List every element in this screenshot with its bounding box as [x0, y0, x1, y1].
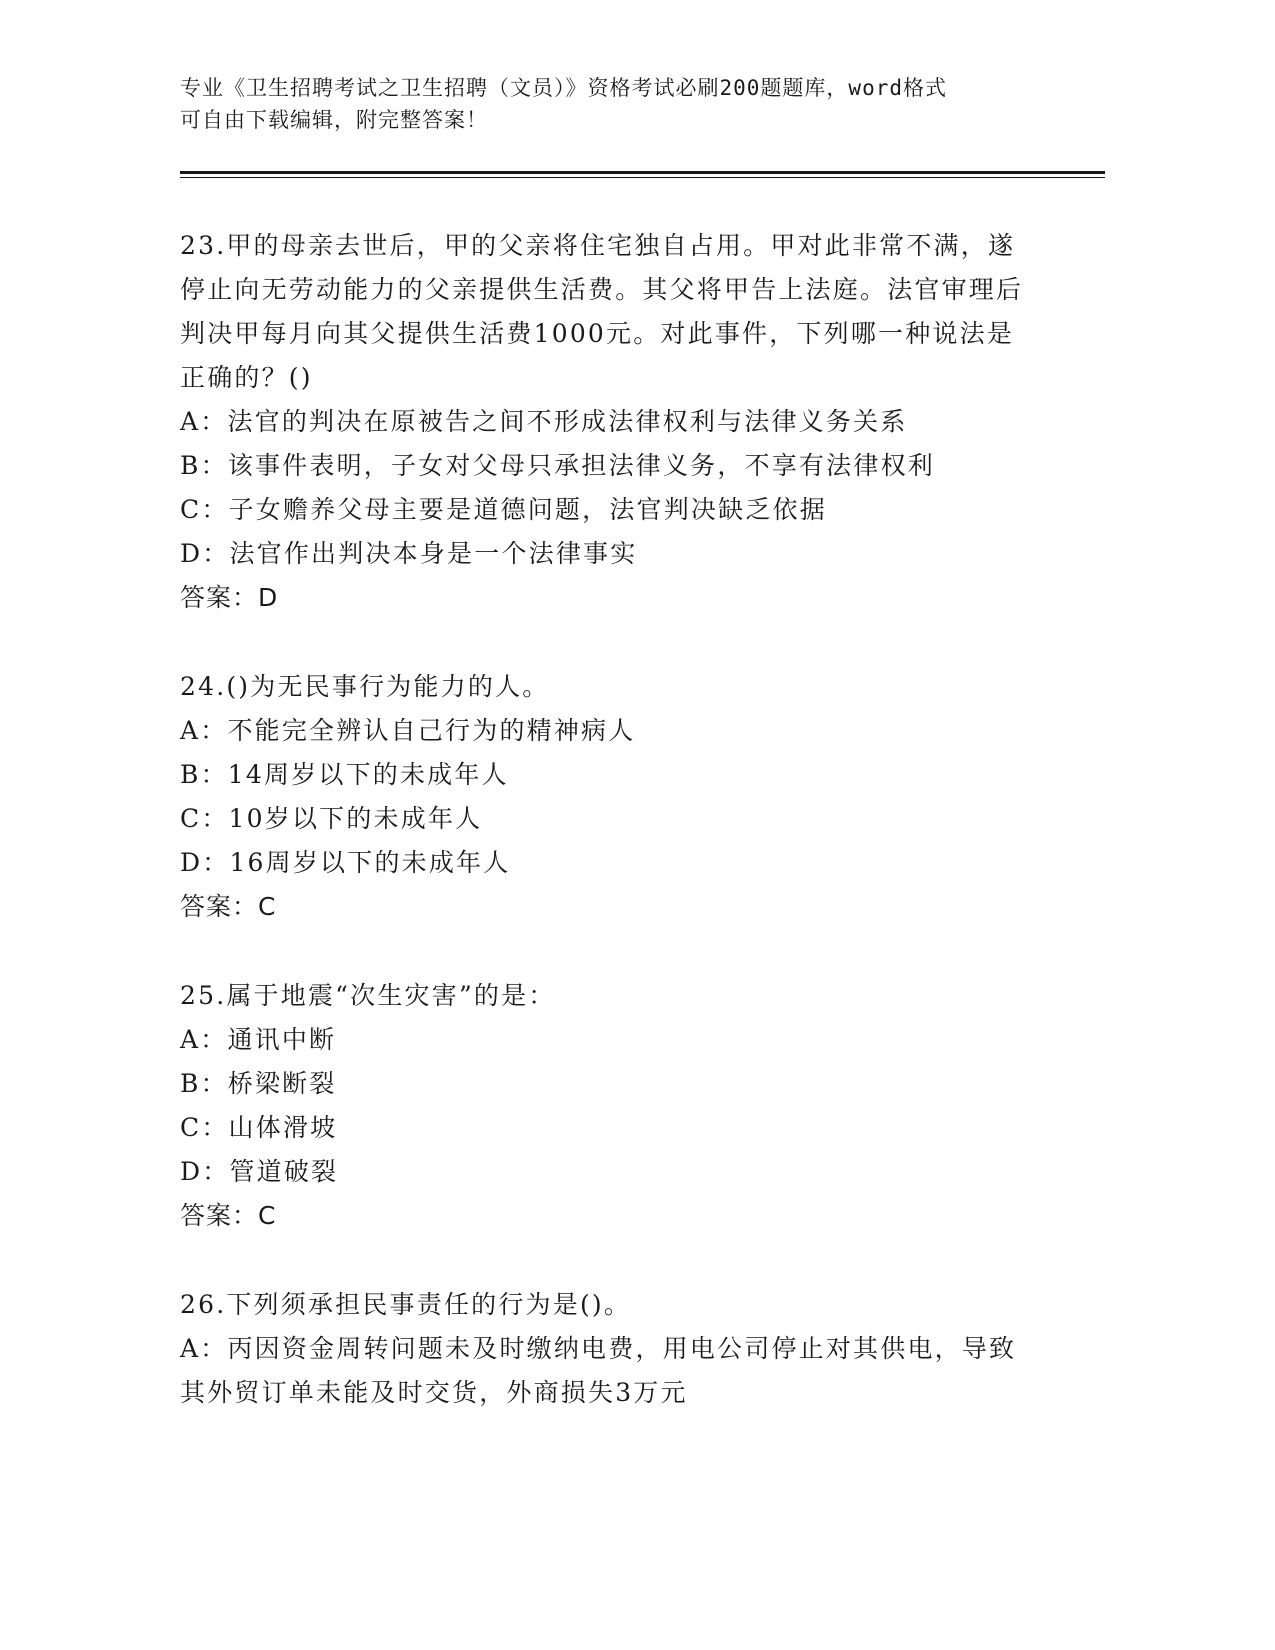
option-b: B：桥梁断裂 [180, 1069, 337, 1098]
question-25 [180, 974, 1040, 1238]
question-stem: 26.下列须承担民事责任的行为是()。 [180, 1290, 632, 1319]
answer-line: 答案：C [180, 1201, 277, 1230]
option-a: A：通讯中断 [180, 1025, 337, 1054]
option-c: C：子女赡养父母主要是道德问题，法官判决缺乏依据 [180, 495, 827, 524]
question-24 [180, 665, 1040, 929]
option-b: B：该事件表明，子女对父母只承担法律义务，不享有法律权利 [180, 451, 935, 480]
document-header [180, 72, 1080, 136]
question-stem: 23.甲的母亲去世后，甲的父亲将住宅独自占用。甲对此非常不满，遂停止向无劳动能力的父亲提供生活费。其父将甲告上法庭。法官审理后判决甲每月向其父提供生活费1000元。对此事件，下列哪一种说法是正确的？() [180, 231, 1024, 392]
header-divider-thin [180, 177, 1105, 178]
option-d: D：16周岁以下的未成年人 [180, 848, 511, 877]
answer-line: 答案：C [180, 892, 277, 921]
question-stem: 24.()为无民事行为能力的人。 [180, 672, 550, 701]
option-b: B：14周岁以下的未成年人 [180, 760, 509, 789]
question-23 [180, 224, 1040, 620]
option-a: A：丙因资金周转问题未及时缴纳电费，用电公司停止对其供电，导致其外贸订单未能及时交货，外商损失3万元 [180, 1334, 1017, 1407]
question-26 [180, 1283, 1040, 1415]
header-divider-thick [180, 171, 1105, 174]
option-d: D：法官作出判决本身是一个法律事实 [180, 539, 638, 568]
question-list [180, 224, 1040, 1460]
option-a: A：不能完全辨认自己行为的精神病人 [180, 716, 636, 745]
header-title-line-2: 可自由下载编辑，附完整答案！ [180, 108, 488, 132]
option-c: C：山体滑坡 [180, 1113, 338, 1142]
answer-line: 答案：D [180, 583, 279, 612]
option-d: D：管道破裂 [180, 1157, 339, 1186]
question-stem: 25.属于地震“次生灾害”的是： [180, 981, 556, 1010]
option-a: A：法官的判决在原被告之间不形成法律权利与法律义务关系 [180, 407, 908, 436]
header-title-line-1: 专业《卫生招聘考试之卫生招聘（文员）》资格考试必刷200题题库，word格式 [180, 76, 947, 100]
option-c: C：10岁以下的未成年人 [180, 804, 483, 833]
